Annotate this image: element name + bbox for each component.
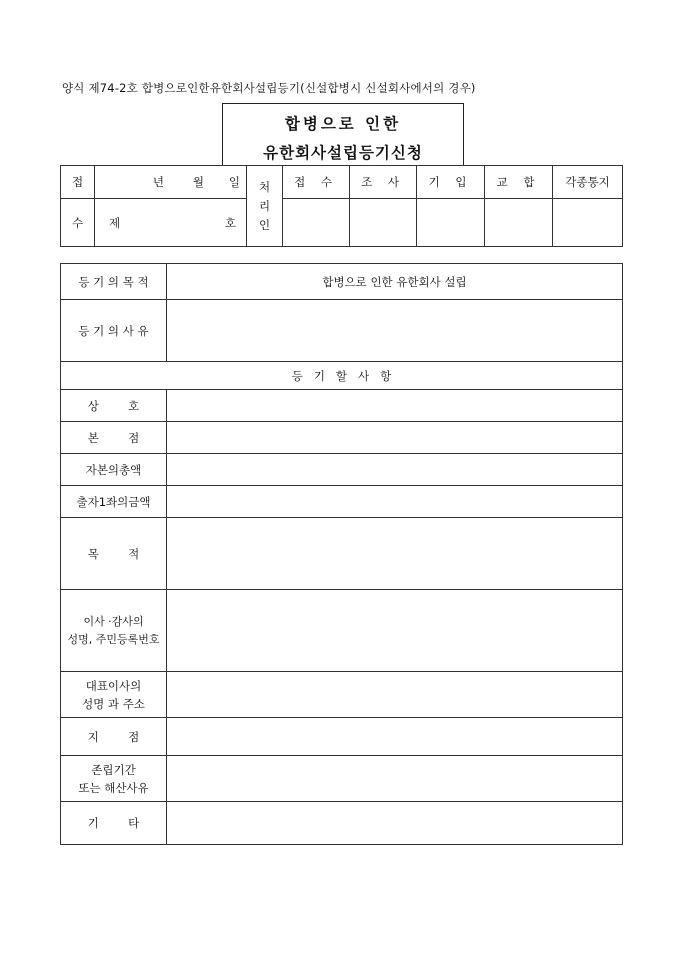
step-receipt-cell[interactable] [283, 199, 350, 247]
directors-label: 이사 ·감사의 성명, 주민등록번호 [61, 590, 167, 672]
form-title-line1: 합병으로 인한 [284, 114, 402, 133]
date-year-label: 년 [152, 175, 164, 189]
purpose-value[interactable]: 합병으로 인한 유한회사 설립 [167, 264, 623, 300]
registration-table [60, 263, 623, 845]
other-value[interactable] [167, 802, 623, 845]
representative-label: 대표이사의 성명 과 주소 [61, 672, 167, 718]
unit-investment-value[interactable] [167, 486, 623, 518]
form-title-line2: 유한회사설립등기신청 [263, 143, 423, 162]
directors-value[interactable] [167, 590, 623, 672]
reason-label: 등 기 의 사 유 [61, 300, 167, 362]
reception-label-bottom: 수 [61, 199, 95, 247]
branch-value[interactable] [167, 718, 623, 756]
reception-label-top: 접 [61, 166, 95, 199]
reason-value[interactable] [167, 300, 623, 362]
step-check-cell[interactable] [485, 199, 553, 247]
step-entry-header: 기 입 [417, 166, 485, 199]
head-office-label: 본 점 [61, 422, 167, 454]
step-notice-header: 각종통지 [553, 166, 623, 199]
processor-char-1: 처 [258, 179, 271, 194]
section-header: 등 기 할 사 항 [61, 362, 623, 390]
step-review-cell[interactable] [350, 199, 417, 247]
total-capital-value[interactable] [167, 454, 623, 486]
branch-label: 지 점 [61, 718, 167, 756]
reception-date-cell[interactable] [95, 166, 247, 199]
number-prefix-label: 제 [109, 215, 121, 230]
date-month-label: 월 [192, 175, 204, 189]
company-name-value[interactable] [167, 390, 623, 422]
processor-label [247, 166, 283, 247]
step-notice-cell[interactable] [553, 199, 623, 247]
unit-investment-label: 출자1좌의금액 [61, 486, 167, 518]
other-label: 기 타 [61, 802, 167, 845]
date-day-label: 일 [228, 175, 240, 189]
step-review-header: 조 사 [350, 166, 417, 199]
head-office-value[interactable] [167, 422, 623, 454]
duration-label: 존립기간 또는 해산사유 [61, 756, 167, 802]
company-name-label: 상 호 [61, 390, 167, 422]
business-purpose-value[interactable] [167, 518, 623, 590]
business-purpose-label: 목 적 [61, 518, 167, 590]
reception-number-cell[interactable] [95, 199, 247, 247]
form-number-label: 양식 제74-2호 합병으로인한유한회사설립등기(신설합병시 신설회사에서의 경우) [62, 81, 476, 95]
duration-value[interactable] [167, 756, 623, 802]
reception-table [60, 165, 623, 247]
number-suffix-label: 호 [224, 215, 236, 230]
processor-char-2: 리 [258, 198, 271, 213]
step-receipt-header: 접 수 [283, 166, 350, 199]
processor-char-3: 인 [258, 217, 271, 232]
purpose-label: 등 기 의 목 적 [61, 264, 167, 300]
form-title-box [222, 103, 464, 165]
representative-value[interactable] [167, 672, 623, 718]
total-capital-label: 자본의총액 [61, 454, 167, 486]
step-entry-cell[interactable] [417, 199, 485, 247]
step-check-header: 교 합 [485, 166, 553, 199]
